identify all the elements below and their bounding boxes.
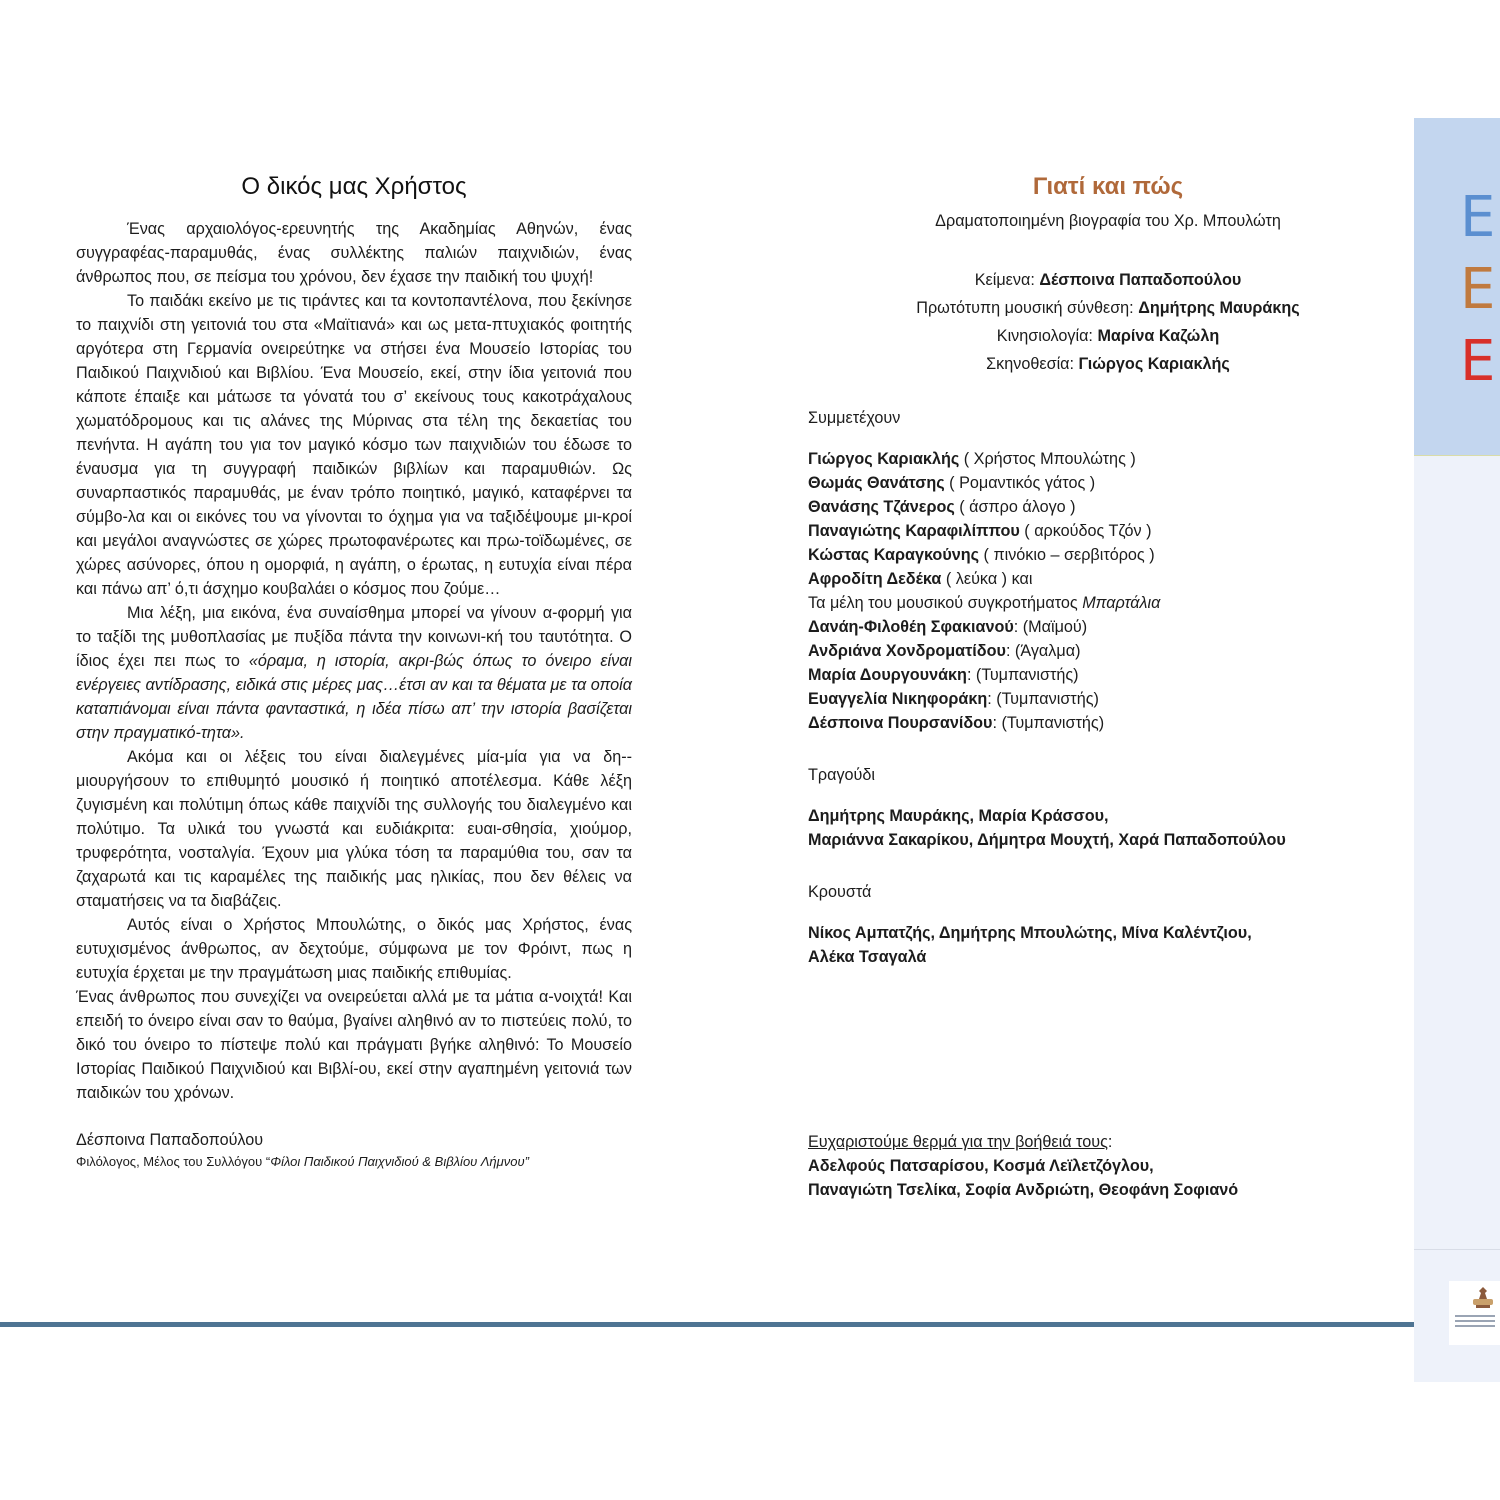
panel-divider [1414, 1249, 1500, 1250]
text-run: Ένας άνθρωπος που συνεχίζει να ονειρεύεται αλλά με τα μάτια α-νοιχτά! Και επειδή το όνειρο είναι σαν το θαύμα, βγαίνει αληθινό αν το πιστεύεις πολύ, το δικό του όνειρο το πίστεψε πολύ και πράγματι βγήκε αληθινό: Το Μουσείο Ιστορίας Παιδικού Παιχνιδιού και Βιβλί-ου, εκεί στην αγαπημένη γειτονιά των παιδικών του χρόνων. [76, 988, 632, 1102]
bold-text: Δανάη-Φιλοθέη Σφακιανού [808, 618, 1014, 636]
bold-text: Δημήτρης Μαυράκης [1138, 299, 1300, 317]
signature [76, 1128, 632, 1171]
next-page-panel [1414, 118, 1500, 1382]
text-run: Φιλόλογος, Μέλος του Συλλόγου “ [76, 1154, 271, 1169]
credit-line [808, 266, 1408, 294]
right-column [808, 170, 1408, 969]
percussion-list [808, 921, 1408, 969]
thanks-section [808, 1130, 1408, 1202]
bold-text: Δέσποινα Πουρσανίδου [808, 714, 993, 732]
song-line: Δημήτρης Μαυράκης, Μαρία Κράσσου, [808, 807, 1109, 825]
text-run: ( λεύκα ) και [941, 570, 1033, 588]
signature-role [76, 1152, 632, 1171]
credits-list [808, 266, 1408, 378]
participant-line [808, 687, 1408, 711]
text-run: : (Τυμπανιστής) [966, 666, 1079, 684]
left-body [76, 217, 632, 1105]
participant-line [808, 495, 1408, 519]
italic-text: Μπαρτάλια [1082, 594, 1161, 612]
text-run: Το παιδάκι εκείνο με τις τιράντες και τα κοντοπαντέλονα, που ξεκίνησε το παιχνίδι στη γειτονιά του στα «Μαϊτιανά» και ως μετα-πτυχιακός φοιτητής αργότερα στη Γερμανία ονειρεύτηκε να στήσει ένα Μουσείο Ιστορίας του Παιδικού Παιχνιδιού και Βιβλίου. Ένα Μουσείο, εκεί, στην ίδια γειτονιά που κάποτε έπαιξε και μάτωσε τα γόνατά του σ’ εκείνους τους κακοτράχαλους χωματόδρομους και τις αλάνες της Μύρινας στα τέλη της δεκαετίας του πενήντα. Η αγάπη του για τον μαγικό κόσμο των παιχνιδιών του έδωσε το έναυσμα για τη συγγραφή παιδικών βιβλίων και παραμυθιών. Ως συναρπαστικός παραμυθάς, με έναν τρόπο ποιητικό, μαγικό, καταφέρνει τα σύμβο-λα και οι εικόνες του να γίνονται το όχημα για να ταξιδέψουμε μι-κροί και μεγάλοι αναγνώστες σε χώρες πρωτοφανέρωτες και πρω-τοϊδωμένες, σε χώρες ασύνορες, όπου η ομορφιά, η αγάπη, ο έρωτας, η ευτυχία είναι πέρα και πάνω απ’ ό,τι άσχημο κουβαλάει ο κόσμος που ζούμε… [76, 292, 632, 598]
participant-line [808, 471, 1408, 495]
thanks-colon: : [1107, 1133, 1113, 1151]
panel-letter: Ε [1460, 257, 1496, 322]
text-run: ( Ρομαντικός γάτος ) [944, 474, 1096, 492]
bold-text: Δέσποινα Παπαδοπούλου [1039, 271, 1242, 289]
left-column [76, 170, 632, 1171]
text-run: Κινησιολογία: [996, 327, 1098, 345]
participant-line [808, 615, 1408, 639]
left-title: Ο δικός μας Χρήστος [241, 173, 467, 200]
text-run: ( άσπρο άλογο ) [954, 498, 1076, 516]
percussion-line: Αλέκα Τσαγαλά [808, 948, 927, 966]
text-run: : (Άγαλμα) [1005, 642, 1081, 660]
text-run: ( Χρήστος Μπουλώτης ) [959, 450, 1136, 468]
thanks-line: Παναγιώτη Τσελίκα, Σοφία Ανδριώτη, Θεοφάνη Σοφιανό [808, 1181, 1239, 1199]
participant-line [808, 567, 1408, 591]
participant-line [808, 711, 1408, 735]
text-run: Ακόμα και οι λέξεις του είναι διαλεγμένες μία-μία για να δη-μιουργήσουν το επιθυμητό μουσικό ή ποιητικό αποτέλεσμα. Κάθε λέξη ζυγισμένη και πολύτιμη όπως κάθε παιχνίδι της συλλογής του διαλεγμένο και πολύτιμο. Τα υλικά του γνωστά και ευδιάκριτα: ευαι-σθησία, χιούμορ, τρυφερότητα, νοσταλγία. Έχουν μια γλύκα τόση τα παραμύθια του, σαν τα ζαχαρωτά και τις καραμέλες της παιδικής μας ηλικίας, που δεν θέλεις να σταματήσεις να τα διαβάζεις. [76, 748, 632, 910]
participant-line [808, 639, 1408, 663]
bold-text: Αφροδίτη Δεδέκα [808, 570, 942, 588]
participants-label: Συμμετέχουν [808, 409, 901, 427]
song-label: Τραγούδι [808, 766, 876, 784]
right-subtitle: Δραματοποιημένη βιογραφία του Χρ. Μπουλώτη [935, 212, 1281, 230]
song-list [808, 804, 1408, 852]
bold-text: Μαρίνα Καζώλη [1097, 327, 1220, 345]
text-run: Πρωτότυπη μουσική σύνθεση: [916, 299, 1139, 317]
bold-text: Κώστας Καραγκούνης [808, 546, 980, 564]
museum-logo-icon [1449, 1281, 1500, 1345]
body-paragraph [76, 985, 632, 1105]
text-run: Τα μέλη του μουσικού συγκροτήματος [808, 594, 1083, 612]
next-page-header [1414, 118, 1500, 456]
body-paragraph [76, 601, 632, 745]
participant-line [808, 663, 1408, 687]
panel-letter: Ε [1460, 185, 1496, 250]
text-run: Αυτός είναι ο Χρήστος Μπουλώτης, ο δικός μας Χρήστος, ένας ευτυχισμένος άνθρωπος, αν δεχτούμε, σύμφωνα με τον Φρόιντ, πως η ευτυχία έρχεται με την πραγμάτωση μιας παιδικής επιθυμίας. [76, 916, 632, 982]
participant-line [808, 591, 1408, 615]
text-run: : (Τυμπανιστής) [987, 690, 1099, 708]
participant-line [808, 519, 1408, 543]
bold-text: Παναγιώτης Καραφιλίππου [808, 522, 1020, 540]
body-paragraph [76, 289, 632, 601]
thanks-line: Αδελφούς Πατσαρίσου, Κοσμά Λεϊλετζόγλου, [808, 1157, 1154, 1175]
text-run: : (Μαϊμού) [1013, 618, 1088, 636]
bold-text: Θανάσης Τζάνερος [808, 498, 955, 516]
credit-line [808, 350, 1408, 378]
body-paragraph [76, 217, 632, 289]
italic-text: Φίλοι Παιδικού Παιχνιδιού & Βιβλίου Λήμνου” [270, 1154, 529, 1169]
bold-text: Γιώργος Καριακλής [808, 450, 960, 468]
panel-letter: Ε [1460, 329, 1496, 394]
credit-line [808, 322, 1408, 350]
text-run: Μια λέξη, μια εικόνα, ένα συναίσθημα μπορεί να γίνουν α-φορμή για το ταξίδι της μυθοπλασίας με πυξίδα πάντα την κοινωνι-κή του ταυτότητα. Ο ίδιος έχει πει πως το [76, 604, 632, 670]
italic-text: «όραμα, η ιστορία, ακρι-βώς όπως το όνειρο είναι ενέργειες αντίδρασης, ειδικά στις μέρες μας…έτσι αν και τα θέματα με τα οποία καταπιάνομαι είναι πάντα φανταστικά, η ιδέα πίσω απ’ την ιστορία βασίζεται στην πραγματικό-τητα». [76, 652, 632, 742]
credit-line [808, 294, 1408, 322]
text-run: Κείμενα: [974, 271, 1040, 289]
bottom-rule [0, 1322, 1414, 1327]
museum-logo [1449, 1281, 1500, 1345]
participant-line [808, 447, 1408, 471]
body-paragraph [76, 745, 632, 913]
percussion-label: Κρουστά [808, 883, 872, 901]
song-line: Μαριάννα Σακαρίκου, Δήμητρα Μουχτή, Χαρά Παπαδοπούλου [808, 831, 1286, 849]
thanks-label: Ευχαριστούμε θερμά για την βοήθειά τους [808, 1133, 1108, 1151]
signature-name: Δέσποινα Παπαδοπούλου [76, 1131, 264, 1149]
bold-text: Θωμάς Θανάτσης [808, 474, 945, 492]
participant-line [808, 543, 1408, 567]
percussion-line: Νίκος Αμπατζής, Δημήτρης Μπουλώτης, Μίνα Καλέντζιου, [808, 924, 1252, 942]
right-title: Γιατί και πώς [1032, 173, 1184, 200]
text-run: Ένας αρχαιολόγος-ερευνητής της Ακαδημίας Αθηνών, ένας συγγραφέας-παραμυθάς, ένας συλλέκτης παλιών παιχνιδιών, ένας άνθρωπος που, σε πείσμα του χρόνου, δεν έχασε την παιδική του ψυχή! [76, 220, 632, 286]
bold-text: Ευαγγελία Νικηφοράκη [808, 690, 988, 708]
bold-text: Μαρία Δουργουνάκη [808, 666, 967, 684]
participants-list [808, 447, 1408, 735]
thanks-heading [808, 1130, 1408, 1154]
body-paragraph [76, 913, 632, 985]
text-run: ( πινόκιο – σερβιτόρος ) [979, 546, 1155, 564]
bold-text: Ανδριάνα Χονδροματίδου [808, 642, 1006, 660]
text-run: Σκηνοθεσία: [986, 355, 1079, 373]
text-run: ( αρκούδος Τζόν ) [1019, 522, 1152, 540]
text-run: : (Τυμπανιστής) [992, 714, 1105, 732]
bold-text: Γιώργος Καριακλής [1078, 355, 1230, 373]
